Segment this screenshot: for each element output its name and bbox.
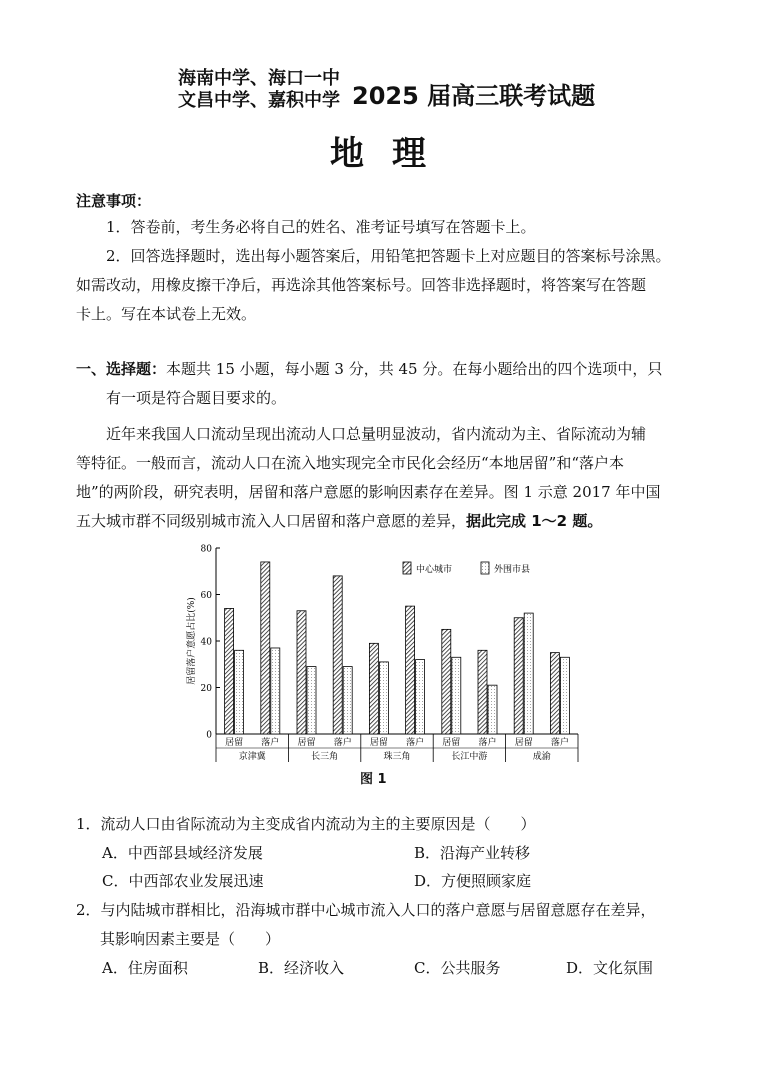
passage-line2: 等特征。一般而言，流动人口在流入地实现完全市民化会经历“本地居留”和“落户本 xyxy=(76,454,625,472)
school-names xyxy=(178,68,340,112)
x-group-label: 成渝 xyxy=(532,752,551,762)
x-subcategory-label: 落户 xyxy=(406,738,425,748)
bar-chart-svg xyxy=(178,538,588,770)
bar xyxy=(379,662,388,734)
exam-title: 2025 届高三联考试题 xyxy=(352,82,596,110)
x-group-label: 长江中游 xyxy=(451,752,488,762)
bar xyxy=(452,657,461,734)
question-2-stem-line2: 其影响因素主要是（ ） xyxy=(100,930,281,948)
passage-line4 xyxy=(76,507,688,536)
legend-swatch xyxy=(403,562,411,574)
x-subcategory-label: 居留 xyxy=(369,738,388,748)
question-2-option-a: A．住房面积 xyxy=(102,959,188,977)
y-tick-label: 40 xyxy=(200,637,212,648)
bar xyxy=(514,618,523,734)
question-1-stem: 1．流动人口由省际流动为主变成省内流动为主的主要原因是（ ） xyxy=(76,815,536,833)
question-1-option-c: C．中西部农业发展迅速 xyxy=(102,872,264,890)
x-subcategory-label: 落户 xyxy=(261,738,280,748)
bar xyxy=(307,667,316,734)
section-1-text-line2: 有一项是符合题目要求的。 xyxy=(106,389,287,407)
passage-line4-text: 五大城市群不同级别城市流入人口居留和落户意愿的差异， xyxy=(76,512,467,530)
y-tick-label: 0 xyxy=(206,730,212,741)
bar xyxy=(442,629,451,734)
bar xyxy=(369,643,378,734)
section-1-intro xyxy=(76,355,688,384)
question-2-option-b: B．经济收入 xyxy=(258,959,345,977)
bar xyxy=(478,650,487,734)
notice-item-2-line3: 卡上。写在本试卷上无效。 xyxy=(76,305,257,323)
bar xyxy=(488,685,497,734)
question-2-option-c: C．公共服务 xyxy=(414,959,501,977)
school-names-line2: 文昌中学、嘉积中学 xyxy=(178,90,340,111)
bar xyxy=(524,613,533,734)
bar xyxy=(271,648,280,734)
legend-label: 中心城市 xyxy=(416,565,453,575)
notice-item-2-line2: 如需改动，用橡皮擦干净后，再选涂其他答案标号。回答非选择题时，将答案写在答题 xyxy=(76,276,647,294)
passage-line1: 近年来我国人口流动呈现出流动人口总量明显波动，省内流动为主、省际流动为辅 xyxy=(106,425,647,443)
x-subcategory-label: 落户 xyxy=(333,738,352,748)
bar xyxy=(343,667,352,734)
bar xyxy=(550,653,559,734)
x-subcategory-label: 居留 xyxy=(442,738,461,748)
y-tick-label: 20 xyxy=(200,684,212,694)
subject-title: 地理 xyxy=(330,134,454,174)
notice-item-1: 1．答卷前，考生务必将自己的姓名、准考证号填写在答题卡上。 xyxy=(106,218,536,236)
y-tick-label: 80 xyxy=(200,544,212,555)
x-group-label: 珠三角 xyxy=(383,752,411,762)
notice-item-2-line1: 2．回答选择题时，选出每小题答案后，用铅笔把答题卡上对应题目的答案标号涂黑。 xyxy=(106,247,671,265)
x-subcategory-label: 居留 xyxy=(297,738,316,748)
x-subcategory-label: 居留 xyxy=(225,738,244,748)
passage-line3: 地”的两阶段，研究表明，居留和落户意愿的影响因素存在差异。图 1 示意 2017 年中国 xyxy=(76,483,661,501)
figure-caption: 图 1 xyxy=(360,772,387,787)
question-1-option-a: A．中西部县域经济发展 xyxy=(102,844,263,862)
bar xyxy=(560,657,569,734)
section-1-label: 一、选择题： xyxy=(76,360,167,378)
passage-line4-instruction: 据此完成 1～2 题。 xyxy=(466,512,603,530)
bar xyxy=(406,606,415,734)
x-group-label: 京津冀 xyxy=(238,752,266,762)
question-1-option-d: D．方便照顾家庭 xyxy=(414,872,532,890)
section-1-text-line1: 本题共 15 小题，每小题 3 分，共 45 分。在每小题给出的四个选项中，只 xyxy=(166,360,663,378)
x-subcategory-label: 居留 xyxy=(514,738,533,748)
x-subcategory-label: 落户 xyxy=(550,738,569,748)
question-2-stem-line1: 2．与内陆城市群相比，沿海城市群中心城市流入人口的落户意愿与居留意愿存在差异， xyxy=(76,901,656,919)
bar xyxy=(333,576,342,734)
legend-label: 外围市县 xyxy=(494,565,531,575)
y-tick-label: 60 xyxy=(200,591,212,601)
notice-heading: 注意事项： xyxy=(76,192,152,210)
bar xyxy=(297,611,306,734)
x-subcategory-label: 落户 xyxy=(478,738,497,748)
bar xyxy=(416,660,425,734)
y-axis-label: 居留落户意愿占比(%) xyxy=(187,597,197,685)
question-2-option-d: D．文化氛围 xyxy=(566,959,654,977)
bar xyxy=(261,562,270,734)
legend-swatch xyxy=(481,562,489,574)
bar xyxy=(225,608,234,734)
school-names-line1: 海南中学、海口一中 xyxy=(178,68,340,89)
figure-1-chart xyxy=(178,538,588,774)
bar xyxy=(235,650,244,734)
x-group-label: 长三角 xyxy=(311,752,339,762)
question-1-option-b: B．沿海产业转移 xyxy=(414,844,531,862)
